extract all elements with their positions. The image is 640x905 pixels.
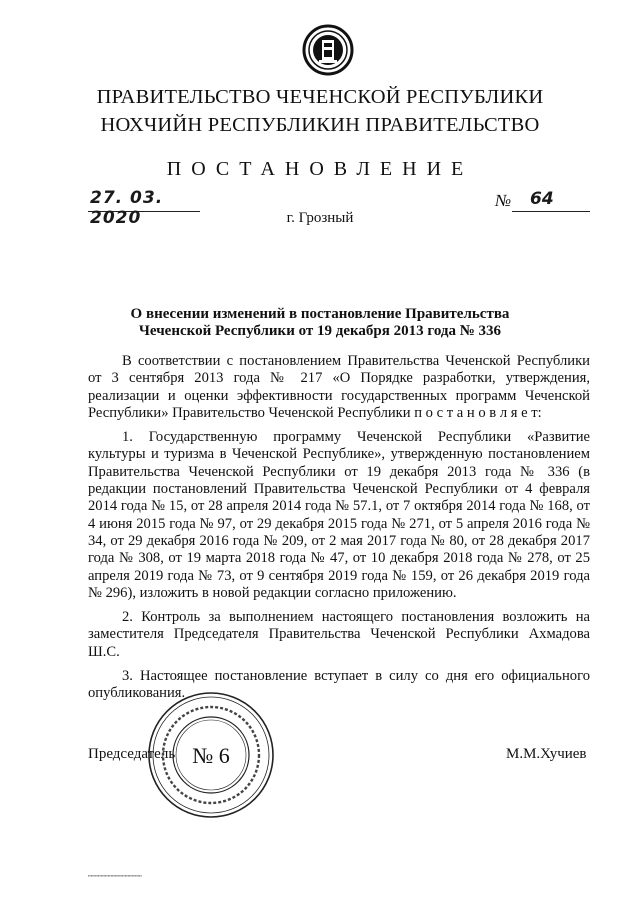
stamp-number: № 6	[192, 743, 230, 768]
date-handwritten: 27. 03. 2020	[90, 188, 164, 228]
government-title-chechen: НОХЧИЙН РЕСПУБЛИКИН ПРАВИТЕЛЬСТВО	[100, 114, 540, 136]
paragraph-1: 1. Государственную программу Чеченской Республики «Развитие культуры и туризма в Чеченской Республике», утвержденную постановлением Правительства Чеченской Республики от 19 декабря 2013 года № 336 (в редакции постановлений Правительства Чеченской Республики от 4 февраля 2014 года № 15, от 28 апреля 2014 года № 57.1, от 7 октября 2014 года № 168, от 4 июня 2015 года № 97, от 29 декабря 2015 года № 271, от 5 апреля 2016 года № 34, от 29 декабря 2016 года № 209, от 2 мая 2017 года № 80, от 28 декабря 2017 года № 308, от 19 марта 2018 года № 47, от 10 декабря 2018 года № 278, от 25 апреля 2019 года № 73, от 9 сентября 2019 года № 159, от 26 декабря 2019 года № 296), изложить в новой редакции согласно приложению.	[88, 429, 590, 601]
document-body	[88, 353, 590, 710]
document-title	[0, 306, 640, 340]
official-stamp	[146, 690, 276, 820]
document-number	[512, 191, 590, 212]
paragraph-2: 2. Контроль за выполнением настоящего постановления возложить на заместителя Председателя Правительства Чеченской Республики Ахмадова Ш.С.	[88, 609, 590, 660]
title-line-2: Чеченской Республики от 19 декабря 2013 года № 336	[138, 323, 502, 339]
coat-of-arms-icon	[302, 24, 354, 76]
document-date	[88, 188, 200, 228]
paragraph-3: 3. Настоящее постановление вступает в силу со дня его официального опубликования.	[88, 668, 590, 702]
city: г. Грозный	[286, 210, 354, 226]
signatory-name: М.М.Хучиев	[506, 746, 587, 762]
footer-scan-marker: ▪▪▪▪▪▪▪▪▪▪▪▪▪▪▪▪▪▪▪▪▪▪▪▪▪▪▪▪▪▪▪▪▪▪▪▪▪▪	[88, 873, 142, 878]
document-type: ПОСТАНОВЛЕНИЕ	[166, 158, 474, 180]
number-handwritten: 64	[530, 189, 554, 209]
number-sign: №	[495, 191, 512, 210]
signatory-position: Председатель	[88, 746, 176, 762]
government-title-russian: ПРАВИТЕЛЬСТВО ЧЕЧЕНСКОЙ РЕСПУБЛИКИ	[96, 86, 544, 108]
title-line-1: О внесении изменений в постановление Правительства	[130, 306, 510, 322]
paragraph-preamble: В соответствии с постановлением Правительства Чеченской Республики от 3 сентября 2013 года № 217 «О Порядке разработки, утверждения, реализации и оценки эффективности государственных программ Чеченской Республики» Правительство Чеченской Республики п о с т а н о в л я е т:	[88, 353, 590, 421]
